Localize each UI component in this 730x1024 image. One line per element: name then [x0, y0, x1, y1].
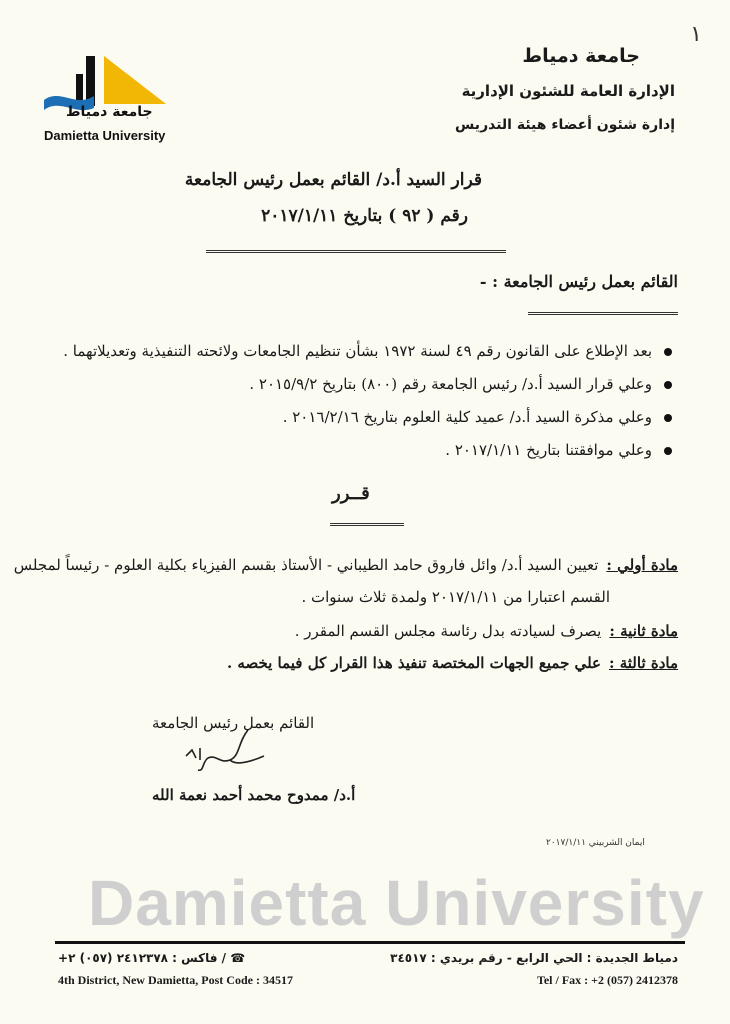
article-one-text: تعيين السيد أ.د/ وائل فاروق حامد الطيباني - الأستاذ بقسم الفيزياء بكلية العلوم - رئيساً لمجلس [13, 556, 599, 574]
article-three-label: مادة ثالثة : [608, 654, 678, 672]
footer-address-ar: دمياط الجديدة : الحي الرابع - رقم بريدي : ٣٤٥١٧ [390, 951, 678, 965]
university-name: جامعة دمياط [522, 45, 640, 67]
decision-number: رقم ( ٩٢ ) بتاريخ ٢٠١٧/١/١١ [261, 206, 468, 226]
bullet-icon [664, 348, 672, 356]
preamble-item-text: وعلي قرار السيد أ.د/ رئيس الجامعة رقم (٨٠٠) بتاريخ ٢٠١٥/٩/٢ . [249, 375, 652, 393]
staff-admin-line: إدارة شئون أعضاء هيئة التدريس [455, 117, 675, 133]
preamble-heading: القائم بعمل رئيس الجامعة : - [479, 272, 678, 291]
footer-phone-ar: ☎ / فاكس : ٢٤١٢٣٧٨ (٠٥٧) ٢+ [58, 951, 246, 965]
article-three-text: علي جميع الجهات المختصة تنفيذ هذا القرار كل فيما يخصه . [226, 654, 601, 672]
preamble-item [34, 434, 674, 467]
footer-phone-en: Tel / Fax : +2 (057) 2412378 [536, 973, 678, 987]
corner-mark: ١ [690, 22, 702, 47]
footer-divider [55, 941, 685, 944]
preamble-item-text: وعلي موافقتنا بتاريخ ٢٠١٧/١/١١ . [445, 441, 652, 459]
footer-address-en: 4th District, New Damietta, Post Code : 34517 [58, 973, 293, 987]
decision-title: قرار السيد أ.د/ القائم بعمل رئيس الجامعة [184, 170, 482, 190]
preamble-item [34, 335, 674, 368]
article-two-text: يصرف لسيادته بدل رئاسة مجلس القسم المقرر . [294, 622, 602, 640]
decided-underline [330, 523, 404, 526]
preamble-item [34, 368, 674, 401]
article-one-label: مادة أولي : [606, 556, 678, 574]
heading-underline [528, 312, 678, 315]
typist-note: ايمان الشربيني ٢٠١٧/١/١١ [546, 838, 645, 848]
preamble-list [34, 335, 674, 467]
bullet-icon [664, 381, 672, 389]
article-one [14, 556, 678, 574]
watermark-text: Damietta University [88, 867, 705, 939]
preamble-item-text: وعلي مذكرة السيد أ.د/ عميد كلية العلوم بتاريخ ٢٠١٦/٢/١٦ . [282, 408, 652, 426]
handwritten-signature [178, 726, 278, 784]
article-two-label: مادة ثانية : [609, 622, 678, 640]
signer-title: القائم بعمل رئيس الجامعة [152, 714, 315, 732]
signer-name: أ.د/ ممدوح محمد أحمد نعمة الله [152, 786, 356, 804]
article-one-continuation: القسم اعتبارا من ٢٠١٧/١/١١ ولمدة ثلاث سنوات . [301, 588, 610, 606]
article-two [295, 622, 678, 640]
logo-english-text: Damietta University [44, 128, 166, 143]
separator-line [206, 250, 506, 253]
signature-icon [178, 726, 278, 784]
preamble-item-text: بعد الإطلاع على القانون رقم ٤٩ لسنة ١٩٧٢ بشأن تنظيم الجامعات ولائحته التنفيذية وتعديلاتهما . [63, 342, 652, 360]
bullet-icon [664, 414, 672, 422]
logo-arabic-text: جامعة دمياط [66, 104, 153, 120]
preamble-item [34, 401, 674, 434]
bullet-icon [664, 447, 672, 455]
article-three [227, 654, 678, 672]
decided-heading: قــرر [332, 483, 370, 504]
general-admin-line: الإدارة العامة للشئون الإدارية [461, 82, 675, 100]
